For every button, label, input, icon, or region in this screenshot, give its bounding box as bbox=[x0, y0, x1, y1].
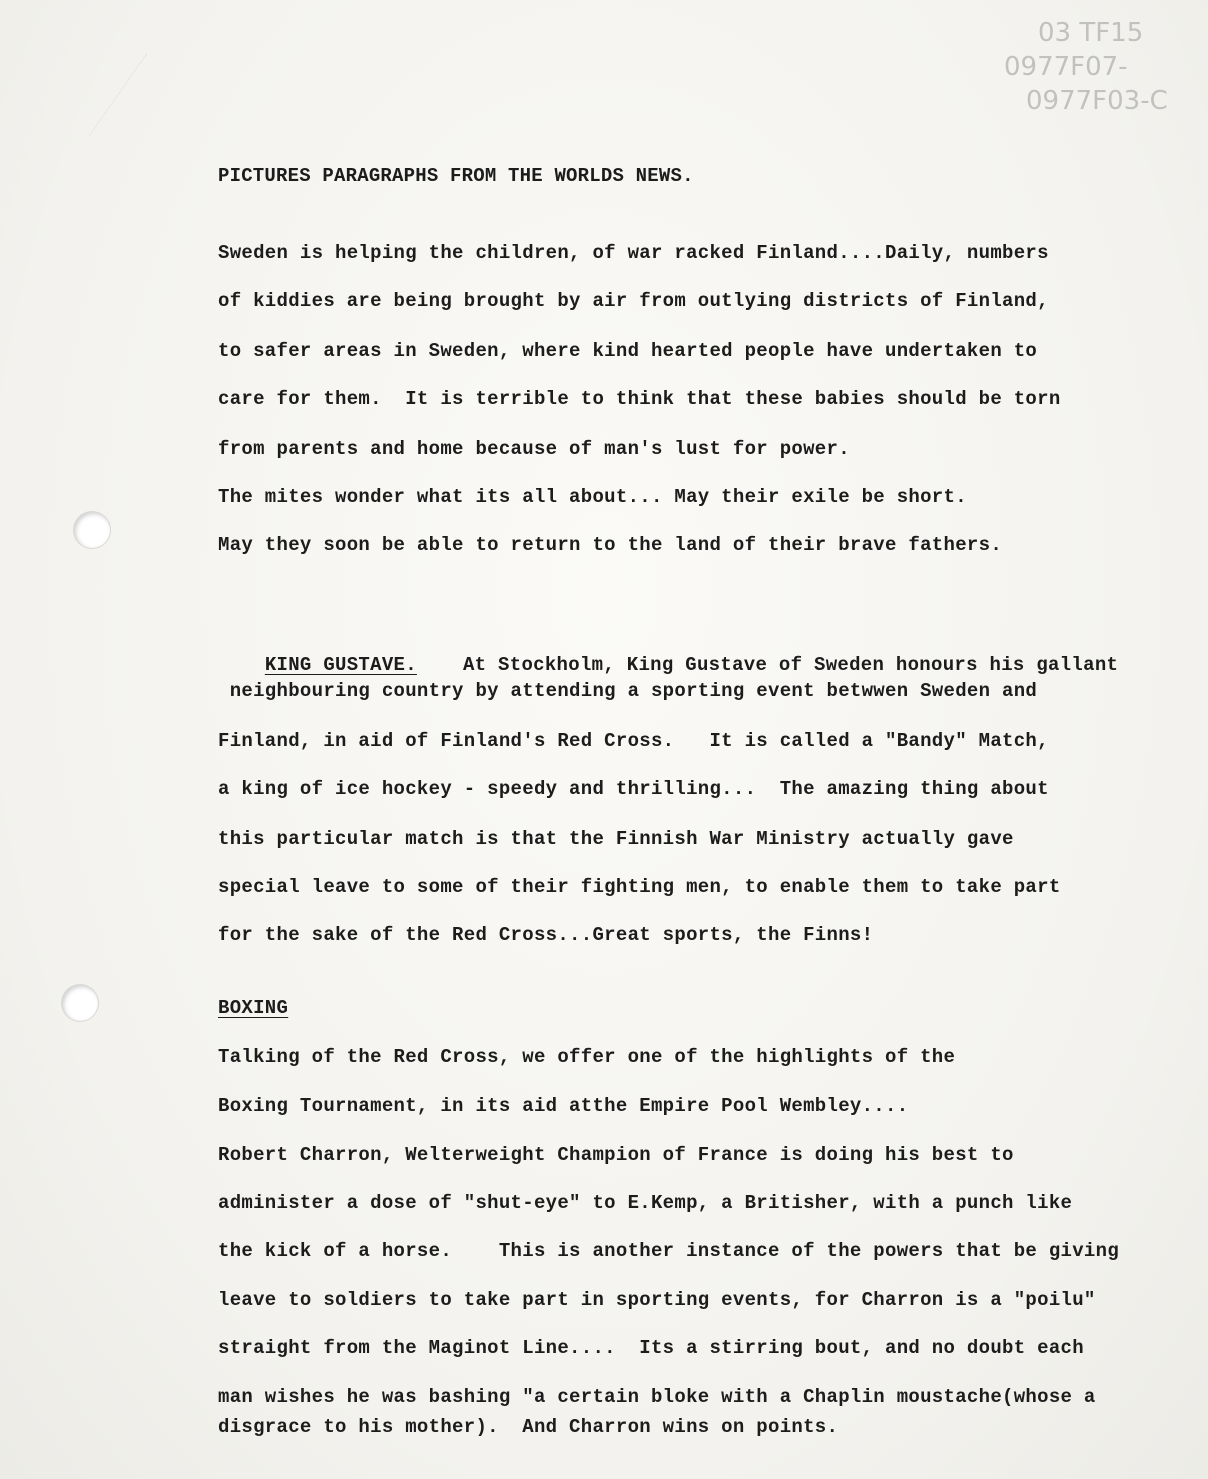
paragraph-line: The mites wonder what its all about... May their exile be short. bbox=[218, 486, 967, 508]
archive-stamp bbox=[986, 16, 1168, 118]
paragraph-line: May they soon be able to return to the land of their brave fathers. bbox=[218, 534, 1003, 556]
paragraph-line: of kiddies are being brought by air from outlying districts of Finland, bbox=[218, 290, 1049, 312]
stamp-line: 03 TF15 bbox=[1038, 18, 1144, 48]
stamp-line: 0977F07- bbox=[1004, 52, 1128, 82]
paragraph-line: man wishes he was bashing "a certain bloke with a Chaplin moustache(whose a bbox=[218, 1386, 1096, 1408]
paragraph-line: for the sake of the Red Cross...Great sports, the Finns! bbox=[218, 924, 874, 946]
paragraph-line: from parents and home because of man's lust for power. bbox=[218, 438, 850, 460]
paragraph-line: this particular match is that the Finnish War Ministry actually gave bbox=[218, 828, 1014, 850]
paragraph-line: Talking of the Red Cross, we offer one of the highlights of the bbox=[218, 1046, 956, 1068]
section-heading-king-gustave: KING GUSTAVE. bbox=[264, 654, 417, 676]
section-text: At Stockholm, King Gustave of Sweden honours his gallant bbox=[462, 654, 1119, 676]
paragraph-line: the kick of a horse. This is another instance of the powers that be giving bbox=[218, 1240, 1120, 1262]
paragraph-line: straight from the Maginot Line.... Its a stirring bout, and no doubt each bbox=[218, 1337, 1084, 1359]
punch-hole-top bbox=[74, 512, 110, 548]
paragraph-line: care for them. It is terrible to think that these babies should be torn bbox=[218, 388, 1061, 410]
stamp-line: 0977F03-C bbox=[1026, 86, 1168, 116]
paragraph-line: Sweden is helping the children, of war racked Finland....Daily, numbers bbox=[218, 242, 1049, 264]
paragraph-line: neighbouring country by attending a sporting event betwwen Sweden and bbox=[218, 680, 1038, 702]
document-title: PICTURES PARAGRAPHS FROM THE WORLDS NEWS. bbox=[218, 165, 694, 187]
paper-mark bbox=[89, 54, 196, 171]
paragraph-line: administer a dose of "shut-eye" to E.Kemp, a Britisher, with a punch like bbox=[218, 1192, 1073, 1214]
paragraph-line: Finland, in aid of Finland's Red Cross. It is called a "Bandy" Match, bbox=[218, 730, 1049, 752]
paragraph-line: special leave to some of their fighting men, to enable them to take part bbox=[218, 876, 1061, 898]
section-heading-boxing: BOXING bbox=[218, 997, 289, 1019]
paragraph-line: Robert Charron, Welterweight Champion of France is doing his best to bbox=[218, 1144, 1014, 1166]
punch-hole-bottom bbox=[62, 985, 98, 1021]
paragraph-line: a king of ice hockey - speedy and thrilling... The amazing thing about bbox=[218, 778, 1049, 800]
paragraph-line: to safer areas in Sweden, where kind hearted people have undertaken to bbox=[218, 340, 1038, 362]
paragraph-line: leave to soldiers to take part in sporting events, for Charron is a "poilu" bbox=[218, 1289, 1096, 1311]
paragraph-line: disgrace to his mother). And Charron wins on points. bbox=[218, 1416, 839, 1438]
paragraph-line: Boxing Tournament, in its aid atthe Empire Pool Wembley.... bbox=[218, 1095, 909, 1117]
